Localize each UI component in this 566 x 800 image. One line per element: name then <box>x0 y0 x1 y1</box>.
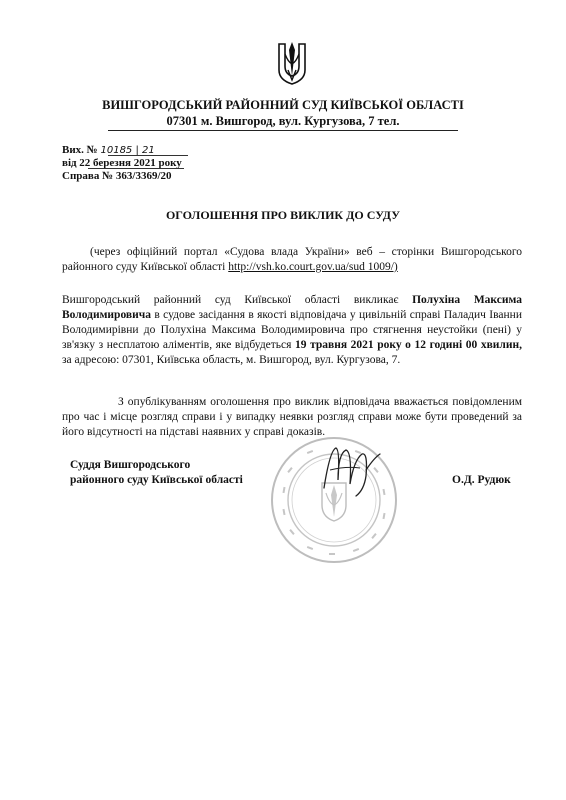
consequence-paragraph: З опублікуванням оголошення про виклик відповідача вважається повідомленим про час і місце розгляд справи і у випадку неявки розгляд справи може бути проведений за його відсутності на підставі наявних у справі доказів. <box>62 396 522 438</box>
trident-emblem-icon <box>275 40 309 86</box>
court-website-link[interactable]: http://vsh.ko.court.gov.ua/sud 1009/) <box>228 261 398 273</box>
summons-text-2: в судове засідання в якості відповідача у цивільній справі Паладич Іванни Володимирівни до Полухіна Максима Володимировича про стягнення неустойки (пені) у зв'язку з несплатою аліментів, яке відбудеться <box>62 309 522 351</box>
publication-text: (через офіційний портал «Судова влада України» веб – сторінки Вишгородського районного суду Київської області <box>62 246 522 273</box>
signer-title-line-2: районного суду Київської області <box>70 474 243 486</box>
publication-note <box>62 245 522 275</box>
court-address: 07301 м. Вишгород, вул. Кургузова, 7 тел. <box>166 114 400 128</box>
summons-paragraph <box>62 293 522 368</box>
summons-text-1: Вишгородський районний суд Київської області викликає <box>62 294 413 306</box>
court-name: ВИШГОРОДСЬКИЙ РАЙОННИЙ СУД КИЇВСЬКОЇ ОБЛАСТІ <box>102 98 464 112</box>
defendant-name: Полухіна Максима Володимировича <box>62 294 522 321</box>
summons-text-3: за адресою: 07301, Київська область, м. Вишгород, вул. Кургузова, 7. <box>62 354 401 366</box>
outgoing-label: Вих. № <box>62 144 98 156</box>
hearing-datetime: 19 травня 2021 року о 12 годині 00 хвилин, <box>295 339 522 351</box>
notice-heading: ОГОЛОШЕННЯ ПРО ВИКЛИК ДО СУДУ <box>165 208 401 222</box>
signer-block <box>70 458 243 488</box>
outgoing-value: 10185 | 21 <box>100 145 155 156</box>
judge-name: О.Д. Рудюк <box>452 474 511 486</box>
header-divider <box>108 130 458 131</box>
judge-signature <box>316 440 386 500</box>
signer-title-line-1: Суддя Вишгородського <box>70 459 191 471</box>
case-number: Справа № 363/3369/20 <box>62 170 172 182</box>
document-date: від 22 березня 2021 року <box>62 157 182 169</box>
